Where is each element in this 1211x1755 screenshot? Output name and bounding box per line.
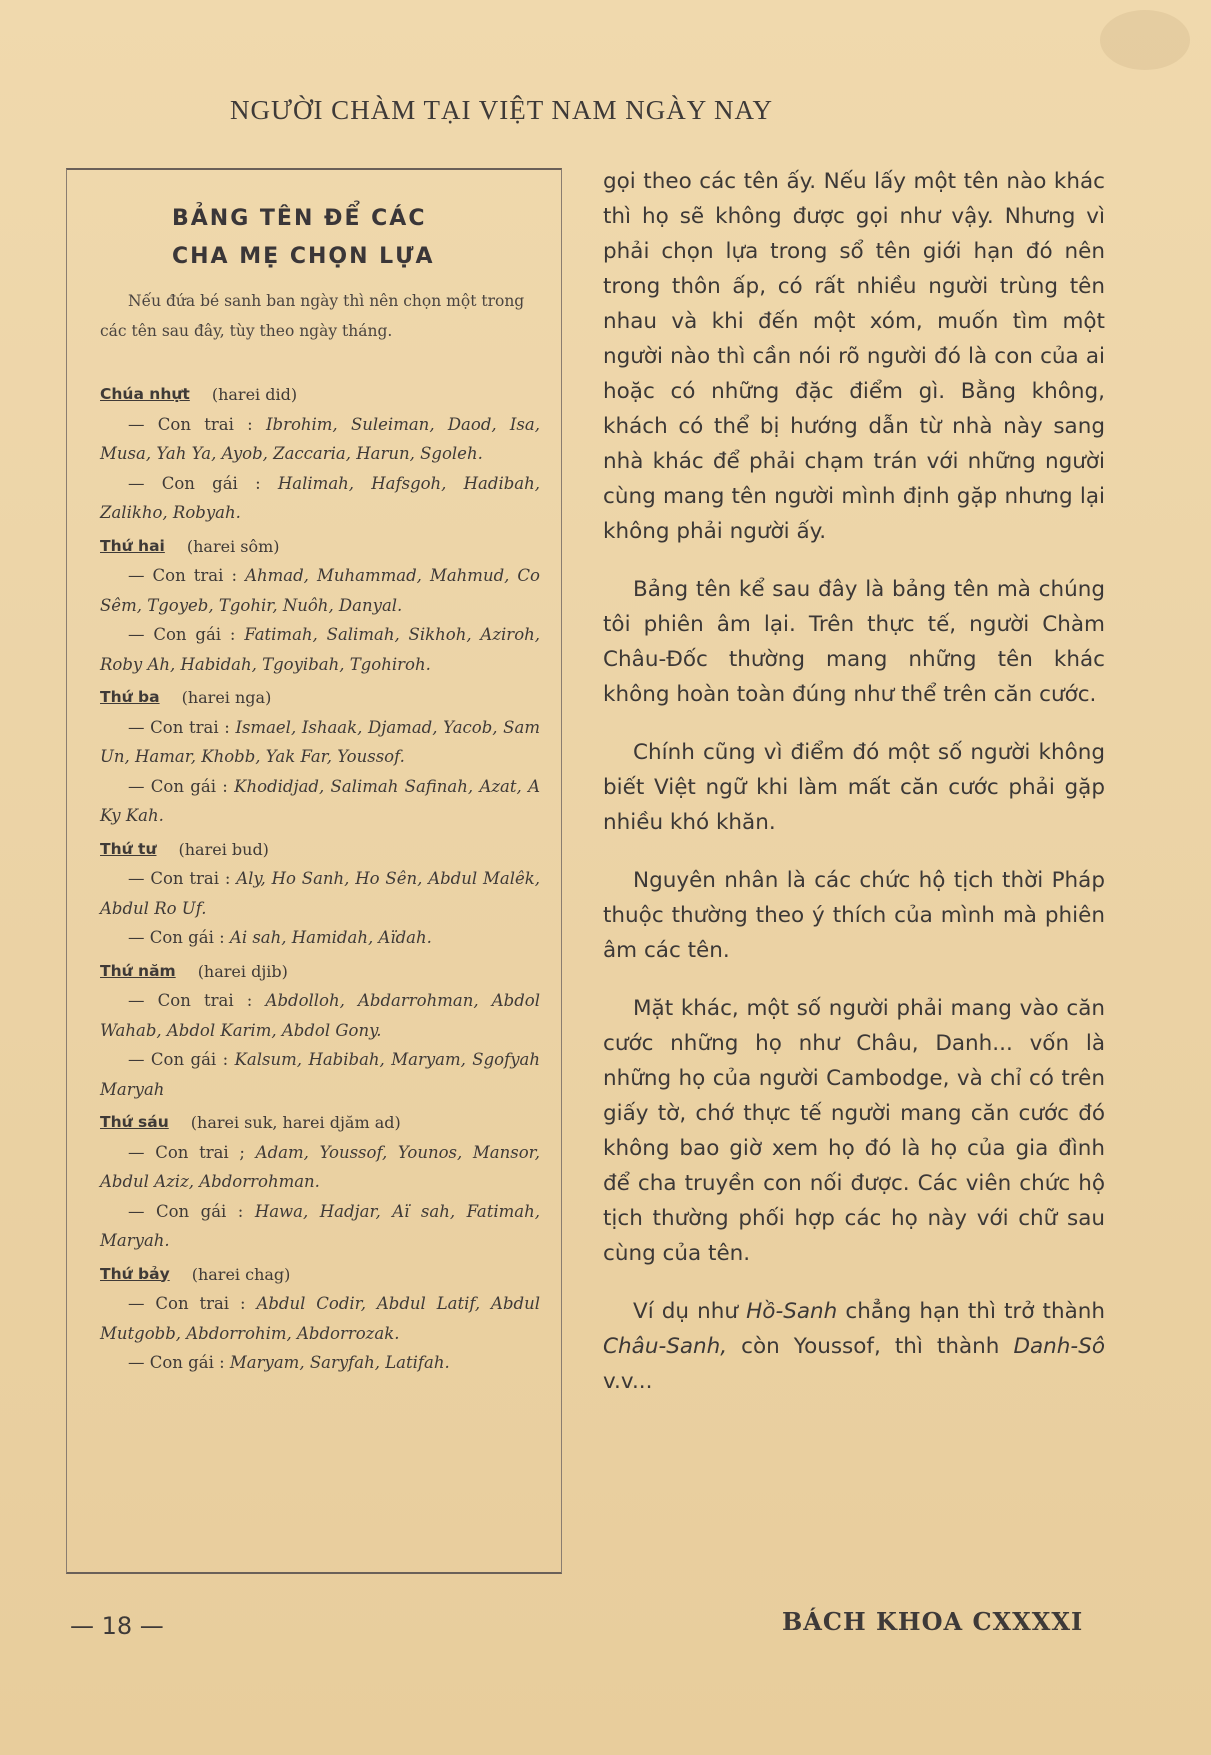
girls-label: — Con gái : — [128, 625, 236, 644]
girl-names — [100, 469, 540, 528]
girls-list: Ai sah, Hamidah, Aïdah. — [229, 928, 432, 947]
day-name: Thứ ba — [100, 688, 160, 706]
boy-names — [100, 986, 540, 1045]
day-heading — [100, 957, 540, 987]
boy-names — [100, 1138, 540, 1197]
boys-label: — Con trai : — [128, 869, 231, 888]
day-entry — [100, 1108, 540, 1256]
girls-label: — Con gái : — [128, 473, 261, 493]
boys-list: Ahmad, Muhammad, Mahmud, Co Sêm, Tgoyeb, Tgohir, Nuôh, Danyal. — [100, 566, 540, 615]
boys-list: Abdolloh, Abdarrohman, Abdol Wahab, Abdol Karim, Abdol Gony. — [100, 991, 540, 1040]
page-number: — 18 — — [70, 1612, 164, 1640]
day-name: Thứ hai — [100, 536, 165, 555]
girls-list: Hawa, Hadjar, Aï sah, Fatimah, Maryah. — [100, 1201, 541, 1250]
girl-names — [100, 923, 540, 953]
article-text: chẳng hạn thì trở thành — [837, 1299, 1106, 1324]
day-heading — [100, 380, 540, 410]
girl-names — [100, 1197, 540, 1256]
boys-label: — Con trai : — [128, 1294, 246, 1313]
running-title: NGƯỜI CHÀM TẠI VIỆT NAM NGÀY NAY — [230, 95, 773, 125]
box-title — [100, 200, 460, 276]
day-entry — [100, 683, 540, 831]
boys-list: Adam, Youssof, Younos, Mansor, Abdul Aziz, Abdorrohman. — [100, 1142, 540, 1191]
day-entry — [100, 380, 540, 528]
box-title-line-1: BẢNG TÊN ĐỂ CÁC — [172, 206, 427, 231]
cham-day-name: (harei bud) — [178, 839, 269, 859]
girls-label: — Con gái : — [128, 1201, 244, 1221]
box-title-line-2: CHA MẸ CHỌN LỰA — [172, 244, 435, 269]
girl-names — [100, 772, 540, 831]
girl-names — [100, 620, 540, 679]
day-heading — [100, 1108, 540, 1138]
boys-list: Ismael, Ishaak, Djamad, Yacob, Sam Un, Hamar, Khobb, Yak Far, Youssof. — [100, 717, 540, 766]
boys-list: Abdul Codir, Abdul Latif, Abdul Mutgobb, Abdorrohim, Abdorrozak. — [100, 1294, 540, 1343]
article-italic: Hồ-Sanh — [746, 1299, 838, 1324]
boys-label: — Con trai : — [128, 566, 238, 585]
boys-label: — Con trai : — [128, 414, 253, 434]
boy-names — [100, 410, 540, 469]
box-intro — [100, 286, 535, 346]
girls-label: — Con gái : — [128, 1353, 225, 1372]
boys-label: — Con trai : — [128, 991, 253, 1010]
day-name: Thứ sáu — [100, 1113, 169, 1131]
magazine-issue: BÁCH KHOA CXXXXI — [782, 1607, 1084, 1636]
day-heading — [100, 683, 540, 713]
article-paragraph: gọi theo các tên ấy. Nếu lấy một tên nào khác thì họ sẽ không được gọi như vậy. Nhưng vì phải chọn lựa trong sổ tên giới hạn đó nên trong thôn ấp, có rất nhiều người trùng tên nhau và khi đến một xóm, muốn tìm một người nào thì cần nói rõ người đó là con của ai hoặc có những đặc điểm gì. Bằng không, khách có thể bị hướng dẫn từ nhà này sang nhà khác để phải chạm trán với những người cùng mang tên người mình định gặp nhưng lại không phải người ấy. — [603, 169, 1105, 544]
girls-label: — Con gái : — [128, 1050, 229, 1069]
boys-label: — Con trai ; — [128, 1142, 245, 1162]
boy-names — [100, 713, 540, 772]
girl-names — [100, 1045, 540, 1104]
cham-day-name: (harei djib) — [197, 961, 288, 981]
paper-stain — [1100, 10, 1190, 70]
day-entry — [100, 835, 540, 953]
girls-list: Halimah, Hafsgoh, Hadibah, Zalikho, Robyah. — [100, 473, 541, 522]
boys-list: Ibrohim, Suleiman, Daod, Isa, Musa, Yah Ya, Ayob, Zaccaria, Harun, Sgoleh. — [100, 414, 540, 463]
girls-label: — Con gái : — [128, 928, 225, 947]
day-entry — [100, 532, 540, 680]
article-text: v.v... — [603, 1369, 653, 1394]
boy-names — [100, 864, 540, 923]
boy-names — [100, 1289, 540, 1348]
article-italic: Danh-Sô — [1013, 1334, 1105, 1359]
day-name: Thứ tư — [100, 839, 157, 858]
girls-list: Maryam, Saryfah, Latifah. — [229, 1353, 450, 1372]
article-paragraph: Nguyên nhân là các chức hộ tịch thời Pháp thuộc thường theo ý thích của mình mà phiên âm các tên. — [603, 868, 1105, 963]
article-body — [603, 164, 1105, 1422]
girls-list: Kalsum, Habibah, Maryam, Sgofyah Maryah — [100, 1050, 540, 1099]
day-name: Chúa nhựt — [100, 385, 190, 403]
day-list — [100, 380, 540, 1382]
day-heading — [100, 532, 540, 562]
cham-day-name: (harei chag) — [191, 1264, 291, 1284]
girls-label: — Con gái : — [128, 776, 228, 796]
cham-day-name: (harei nga) — [181, 688, 272, 707]
girl-names — [100, 1348, 540, 1378]
boy-names — [100, 561, 540, 620]
day-heading — [100, 835, 540, 865]
day-heading — [100, 1260, 540, 1290]
cham-day-name: (harei did) — [211, 385, 298, 404]
article-paragraph — [603, 1294, 1105, 1399]
article-paragraph: Bảng tên kể sau đây là bảng tên mà chúng tôi phiên âm lại. Trên thực tế, người Chàm Châu-Đốc thường mang những tên khác không hoàn toàn đúng như thể trên căn cước. — [603, 577, 1105, 707]
girls-list: Khodidjad, Salimah Safinah, Azat, A Ky Kah. — [100, 776, 540, 825]
day-name: Thứ năm — [100, 961, 176, 980]
article-paragraph: Mặt khác, một số người phải mang vào căn cước những họ như Châu, Danh... vốn là những họ của người Cambodge, và chỉ có trên giấy tờ, chớ thực tế người mang căn cước đó không bao giờ xem họ đó là họ của gia đình để cha truyền con nối được. Các viên chức hộ tịch thường phối hợp các họ này với chữ sau cùng của tên. — [603, 996, 1105, 1266]
cham-day-name: (harei sôm) — [186, 536, 280, 556]
boys-label: — Con trai : — [128, 717, 230, 737]
boys-list: Aly, Ho Sanh, Ho Sên, Abdul Malêk, Abdul Ro Uf. — [100, 869, 540, 918]
article-text: Ví dụ như — [633, 1299, 747, 1324]
day-name: Thứ bảy — [100, 1264, 170, 1283]
day-entry — [100, 1260, 540, 1378]
cham-day-name: (harei suk, harei djăm ad) — [190, 1113, 401, 1132]
girls-list: Fatimah, Salimah, Sikhoh, Aziroh, Roby Ah, Habidah, Tgoyibah, Tgohiroh. — [100, 625, 540, 674]
article-paragraph: Chính cũng vì điểm đó một số người không biết Việt ngữ khi làm mất căn cước phải gặp nhiều khó khăn. — [603, 740, 1105, 835]
article-text: còn Youssof, thì thành — [727, 1334, 1014, 1359]
day-entry — [100, 957, 540, 1105]
box-intro-text: Nếu đứa bé sanh ban ngày thì nên chọn một trong các tên sau đây, tùy theo ngày tháng. — [100, 292, 525, 340]
article-italic: Châu-Sanh, — [603, 1334, 728, 1359]
